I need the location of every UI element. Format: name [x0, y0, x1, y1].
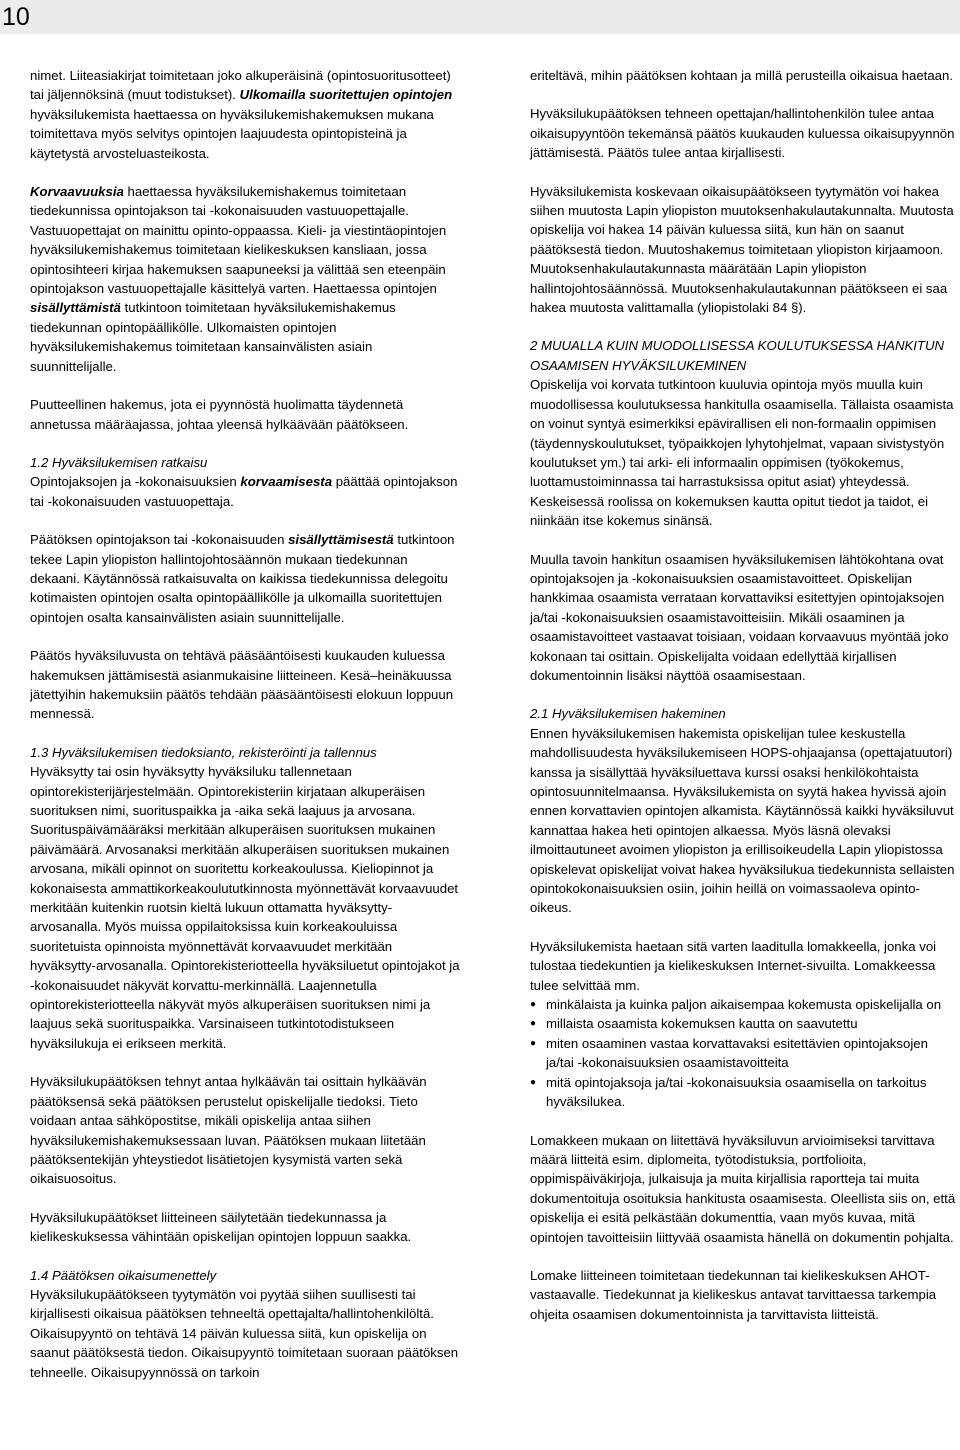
text-run: tutkintoon tekee Lapin yliopiston hallintojohtosäännön mukaan tiedekunnan dekaani. Käytännössä ratkaisuvalta on kaikissa tiedekunnissa delegoitu kotimaisten opintojen osalta opintopäällikölle ja ulkomailla suoritettujen opintojen osalta kansainvälisten asiain suunnittelijalle.: [30, 532, 455, 625]
text-run: haettaessa hyväksilukemishakemus toimitetaan tiedekunnissa opintojakson tai -kokonaisuuden vastuuopettajalle. Vastuuopettajat on mainittu opinto-oppaassa. Kieli- ja viestintäopintojen hyväksilukemishakemus toimitetaan kielikeskuksen kansliaan, jossa opintosihteeri kirjaa hakemuksen saapuneeksi ja välittää sen eteenpäin opintojakson vastuuopettajalle käsittelyä varten. Haettaessa opintojen: [30, 184, 447, 297]
text-run: hyväksilukemista haettaessa on hyväksilukemishakemuksen mukana toimitettava myös selvitys opintojen laajuudesta opintopisteinä ja käytetystä arvosteluasteikosta.: [30, 106, 434, 161]
section-heading: 1.4 Päätöksen oikaisumenettely: [30, 1267, 217, 1283]
section-heading: 2.1 Hyväksilukemisen hakeminen: [530, 706, 726, 722]
emphasis-text: korvaamisesta: [240, 474, 333, 490]
muutoksenhaku-paragraph: Hyväksilukemista koskevaan oikaisupäätökseen tyytymätön voi hakea siihen muutosta Lapin yliopiston muutoksenhakulautakunnalta. Muutosta opiskelija voi hakea 14 päivän kuluessa siitä, kun hän on saanut päätöksestä tiedon. Muutoshakemus toimitetaan yliopiston kirjaamoon. Muutoksenhakulautakunnasta määrätään Lapin yliopiston hallintojohtosäännössä. Muutoksenhakulautakunnan päätökseen ei saa hakea muutosta valittamalla (yliopistolaki 84 §).: [530, 183, 954, 316]
section-1-4: [30, 1266, 460, 1382]
section-heading: OSAAMISEN HYVÄKSILUKEMINEN: [530, 357, 747, 373]
lomake-intro-paragraph: Hyväksilukemista haetaan sitä varten laaditulla lomakkeella, jonka voi tulostaa tiedekuntien ja kielikeskuksen Internet-sivuilta. Lomakkeessa tulee selvittää mm.: [530, 938, 937, 993]
right-column: [530, 66, 958, 1343]
section-heading: 1.3 Hyväksilukemisen tiedoksianto, rekisteröinti ja tallennus: [30, 744, 377, 760]
oikaisu-paatos-paragraph: Hyväksilukupäätöksen tehneen opettajan/hallintohenkilön tulee antaa oikaisupyyntöön tekemänsä päätös kuukauden kuluessa oikaisupyynnön jättämisestä. Päätös tulee antaa kirjallisesti.: [530, 106, 955, 161]
sisallyttaminen-paragraph: [30, 530, 460, 627]
section-2: [530, 336, 958, 530]
section-2-1: [530, 704, 958, 917]
section-1-3: [30, 743, 460, 1054]
liitteet-paragraph: Lomakkeen mukaan on liitettävä hyväksiluvun arvioimiseksi tarvittava määrä liitteitä esim. diplomeita, työtodistuksia, portfolioita, oppimispäiväkirjoja, julkaisuja ja muita kirjallisia raportteja tai muita dokumentoituja osoituksia hankitusta osaamisesta. Oleellista siis on, että opiskelija ei esitä pelkästään dokumenttia, vaan myös kuvaa, mitä opintojen tavoitteisiin liittyvää osaamista hänellä on dokumentin pohjalta.: [530, 1132, 956, 1245]
text-run: tutkintoon toimitetaan hyväksilukemishakemus tiedekunnan opintopäällikölle. Ulkomaisten opintojen hyväksilukemishakemus toimitetaan kansainvälisten asiain suunnittelijalle.: [30, 300, 396, 374]
osaamistavoitteet-paragraph: Muulla tavoin hankitun osaamisen hyväksilukemisen lähtökohtana ovat opintojaksojen ja -kokonaisuuksien osaamistavoitteet. Opiskelijan hankkimaa osaamista verrataan korvattaviksi esitettyjen opintojaksojen ja/tai -kokonaisuuksien osaamistavoitteisiin. Mikäli osaaminen ja osaamistavoitteet vastaavat toisiaan, voidaan korvaavuus myöntää joko kokonaan tai osittain. Opiskelijalta voidaan edellyttää kirjallisen dokumentoinnin lisäksi näyttöä osaamisestaan.: [530, 551, 949, 683]
oikaisu-continuation: eriteltävä, mihin päätöksen kohtaan ja millä perusteilla oikaisua haetaan.: [530, 68, 953, 83]
intro-paragraph: [30, 66, 460, 163]
bullet-list: [530, 995, 958, 1111]
text-run: päättää opintojakson tai -kokonaisuuden vastuuopettaja.: [30, 474, 458, 509]
left-column: [30, 66, 460, 1401]
text-run: Opintojaksojen ja -kokonaisuuksien: [30, 474, 241, 490]
tiedoksianto-paragraph: Hyväksilukupäätöksen tehnyt antaa hylkäävän tai osittain hylkäävän päätöksensä sekä päätöksen perustelut opiskelijalle tiedoksi. Tieto voidaan antaa sähköpostitse, mikäli opiskelija antaa siihen hyväksilukemishakemuksessaan luvan. Päätöksen mukaan liitetään päätöksentekijän yhteystiedot lisätietojen kysymistä varten sekä oikaisuosoitus.: [30, 1074, 427, 1187]
emphasis-text: Korvaavuuksia: [30, 184, 124, 200]
puutteellinen-paragraph: Puutteellinen hakemus, jota ei pyynnöstä huolimatta täydennetä annetussa määräajassa, johtaa yleensä hylkäävään päätökseen.: [30, 397, 409, 432]
section-body: Hyväksilukupäätökseen tyytymätön voi pyytää siihen suullisesti tai kirjallisesti oikaisua päätöksen tehneeltä opettajalta/hallintohenkilöltä. Oikaisupyyntö on tehtävä 14 päivän kuluessa siitä, kun opiskelija on saanut päätöksestä tiedon. Oikaisupyyntö toimitetaan suoraan päätöksen tehneelle. Oikaisupyynnössä on tarkoin: [30, 1286, 459, 1380]
section-body: Hyväksytty tai osin hyväksytty hyväksiluku tallennetaan opintorekisterijärjestelmään. Opintorekisteriin kirjataan alkuperäisen suorituksen nimi, suorituspaikka ja -aika sekä laajuus ja arvosana. Suorituspäivämääräksi merkitään alkuperäisen suorituksen mukainen päivämäärä. Arvosanaksi merkitään alkuperäisen suorituksen mukainen arvosana, mikäli opinnot on suoritettu korkeakoulussa. Kieliopinnot ja kokonaisesta ammattikorkeakoulututkinnosta myönnettävät korvaavuudet merkitään kuitenkin ruotsin kieltä lukuun ottamatta hyväksytty-arvosanalla. Myös muissa oppilaitoksissa kuin korkeakouluissa suoritetuista opinnoista myönnettävät korvaavuudet merkitään hyväksytty-arvosanalla. Opintorekisteriotteella hyväksiluetut opintojakot ja -kokonaisuudet näkyvät korvattu-merkinnällä. Laajennetulla opintorekisteriotteella näkyvät myös alkuperäisen suorituksen nimi ja laajuus sekä suorituspaikka. Varsinaiseen tutkintotodistukseen hyväksilukuja ei erikseen merkitä.: [30, 764, 460, 1051]
emphasis-text: Ulkomailla suoritettujen opintojen: [239, 87, 453, 103]
emphasis-text: sisällyttämisestä: [288, 532, 394, 548]
list-item: ● miten osaaminen vastaa korvattavaksi esitettävien opintojaksojen ja/tai -kokonaisuuksien osaamistavoitteita: [530, 1034, 958, 1073]
section-1-2: [30, 453, 460, 511]
page-number: 10: [0, 0, 960, 34]
text-run: nimet. Liiteasiakirjat toimitetaan joko alkuperäisinä (opintosuoritusotteet) tai jäljennöksinä (muut todistukset).: [30, 68, 451, 103]
sailytys-paragraph: Hyväksilukupäätökset liitteineen säilytetään tiedekunnassa ja kielikeskuksessa vähintään opiskelijan opintojen loppuun saakka.: [30, 1209, 412, 1245]
ahot-paragraph: Lomake liitteineen toimitetaan tiedekunnan tai kielikeskuksen AHOT-vastaavalle. Tiedekunnat ja kielikeskus antavat tarvittaessa tarkempia ohjeita osaamisen dokumentoinnista ja tarvittavista liitteistä.: [530, 1267, 937, 1322]
section-body: Opiskelija voi korvata tutkintoon kuuluvia opintoja myös muulla kuin muodollisessa koulutuksessa hankitulla osaamisella. Tällaista osaamista on voinut syntyä esimerkiksi epävirallisen eli non-formaalin oppimisen (täydennyskoulutukset, työpaikkojen lyhytohjelmat, vapaan sivistystyön koulutukset ym.) tai arki- eli informaalin oppimisen (työkokemus, luottamustoiminnassa tai harrastuksissa opitut asiat) yhteydessä. Keskeisessä roolissa on kokemuksen kautta opitut tiedot ja taidot, ei niinkään itse kokemus sinänsä.: [530, 377, 954, 529]
emphasis-text: sisällyttämistä: [30, 300, 121, 316]
text-run: Päätöksen opintojakson tai -kokonaisuuden: [30, 532, 289, 548]
paatos-paragraph: Päätös hyväksiluvusta on tehtävä pääsääntöisesti kuukauden kuluessa hakemuksen jättämisestä asianmukaisine liitteineen. Kesä–heinäkuussa jätettyihin hakemuksiin päätös tehdään pääsääntöisesti elokuun loppuun mennessä.: [30, 648, 454, 722]
section-heading: 2 MUUALLA KUIN MUODOLLISESSA KOULUTUKSESSA HANKITUN: [530, 338, 945, 354]
korvaavuudet-paragraph: [30, 182, 460, 376]
list-item: ● mitä opintojaksoja ja/tai -kokonaisuuksia osaamisella on tarkoitus hyväksilukea.: [530, 1073, 958, 1112]
section-body: Ennen hyväksilukemisen hakemista opiskelijan tulee keskustella mahdollisuudesta hyväksilukemiseen HOPS-ohjaajansa (opettajatuutori) kanssa ja sisällyttää hyväksiluettava kurssi osaksi henkilökohtaista opintosuunnitelmaansa. Hyväksilukemista on syytä hakea hyvissä ajoin ennen korvattavien opintojen alkamista. Käytännössä kaikki hyväksiluvut kannattaa hakea heti opintojen alkaessa. Myös läsnä olevaksi ilmoittautuneet avoimen yliopiston ja erillisoikeudella Lapin yliopistossa opiskelevat opiskelijat voivat hakea hyväksilukua tiedekunnista sellaisten opintokokonaisuuksien osiin, joihin heillä on voimassaoleva opinto-oikeus.: [530, 725, 955, 916]
list-item: ● minkälaista ja kuinka paljon aikaisempaa kokemusta opiskelijalla on: [530, 995, 958, 1014]
list-item: ● millaista osaamista kokemuksen kautta on saavutettu: [530, 1014, 958, 1033]
section-heading: 1.2 Hyväksilukemisen ratkaisu: [30, 454, 208, 470]
